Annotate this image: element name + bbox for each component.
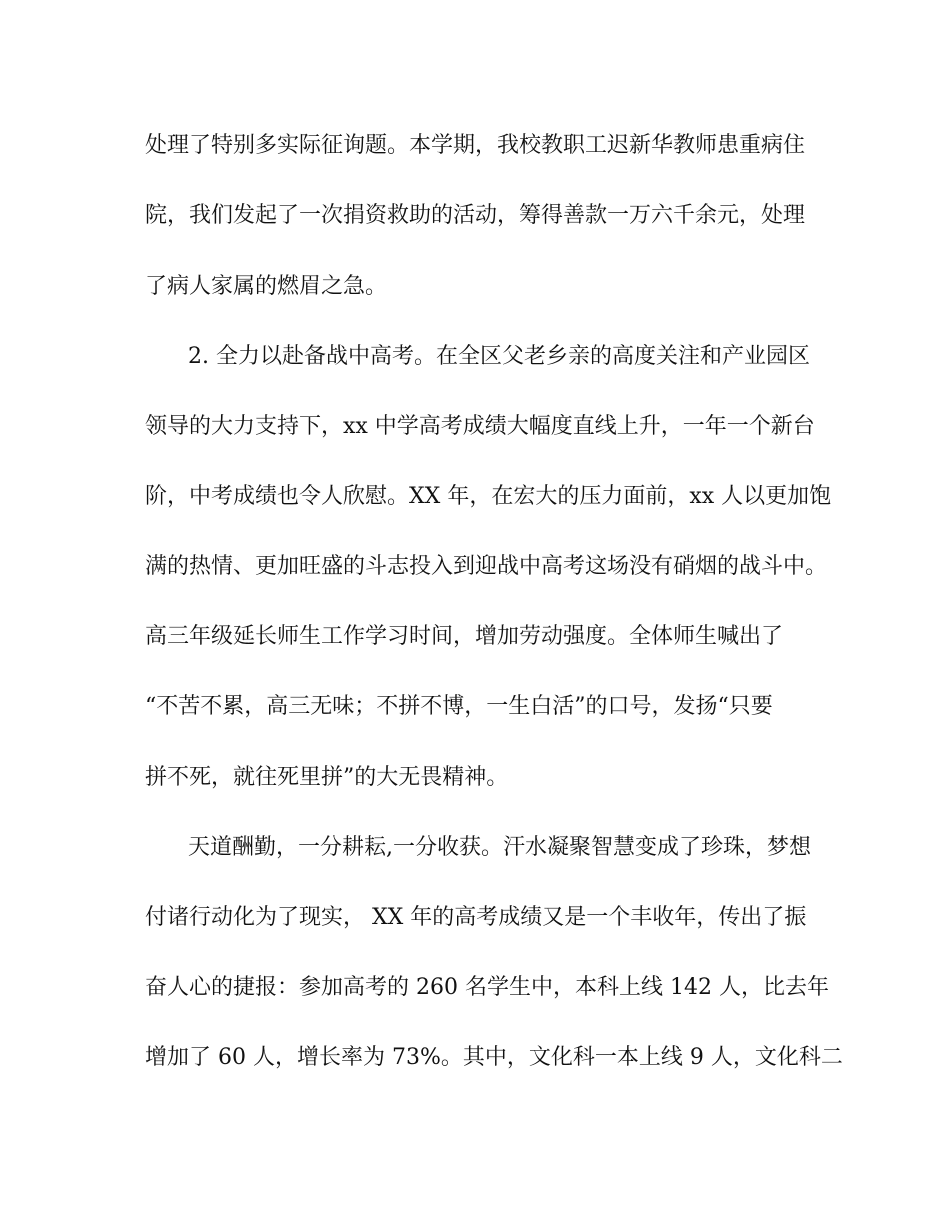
- text-line-3: 了病人家属的燃眉之急。: [145, 274, 388, 299]
- text-line-11: 天道酬勤，一分耕耘,一分收获。汗水凝聚智慧变成了珍珠，梦想: [188, 835, 811, 860]
- text-line-13: 奋人心的捷报：参加高考的 260 名学生中，本科上线 142 人，比去年: [145, 975, 829, 1000]
- text-line-5: 领导的大力支持下，xx 中学高考成绩大幅度直线上升，一年一个新台: [145, 414, 815, 439]
- text-line-6: 阶，中考成绩也令人欣慰。XX 年，在宏大的压力面前，xx 人以更加饱: [145, 484, 832, 509]
- text-line-2: 院，我们发起了一次捐资救助的活动，筹得善款一万六千余元，处理: [145, 203, 806, 228]
- text-line-7: 满的热情、更加旺盛的斗志投入到迎战中高考这场没有硝烟的战斗中。: [145, 554, 828, 579]
- text-line-14: 增加了 60 人，增长率为 73%。其中，文化科一本上线 9 人，文化科二: [145, 1045, 843, 1070]
- text-line-9: “不苦不累，高三无味；不拼不博，一生白活”的口号，发扬“只要: [145, 694, 773, 719]
- text-line-8: 高三年级延长师生工作学习时间，增加劳动强度。全体师生喊出了: [145, 624, 784, 649]
- text-line-12: 付诸行动化为了现实， XX 年的高考成绩又是一个丰收年，传出了振: [145, 905, 807, 930]
- text-line-1: 处理了特别多实际征询题。本学期，我校教职工迟新华教师患重病住: [145, 133, 806, 158]
- text-line-10: 拼不死，就往死里拼”的大无畏精神。: [145, 765, 509, 790]
- text-line-4: 2. 全力以赴备战中高考。在全区父老乡亲的高度关注和产业园区: [188, 344, 810, 369]
